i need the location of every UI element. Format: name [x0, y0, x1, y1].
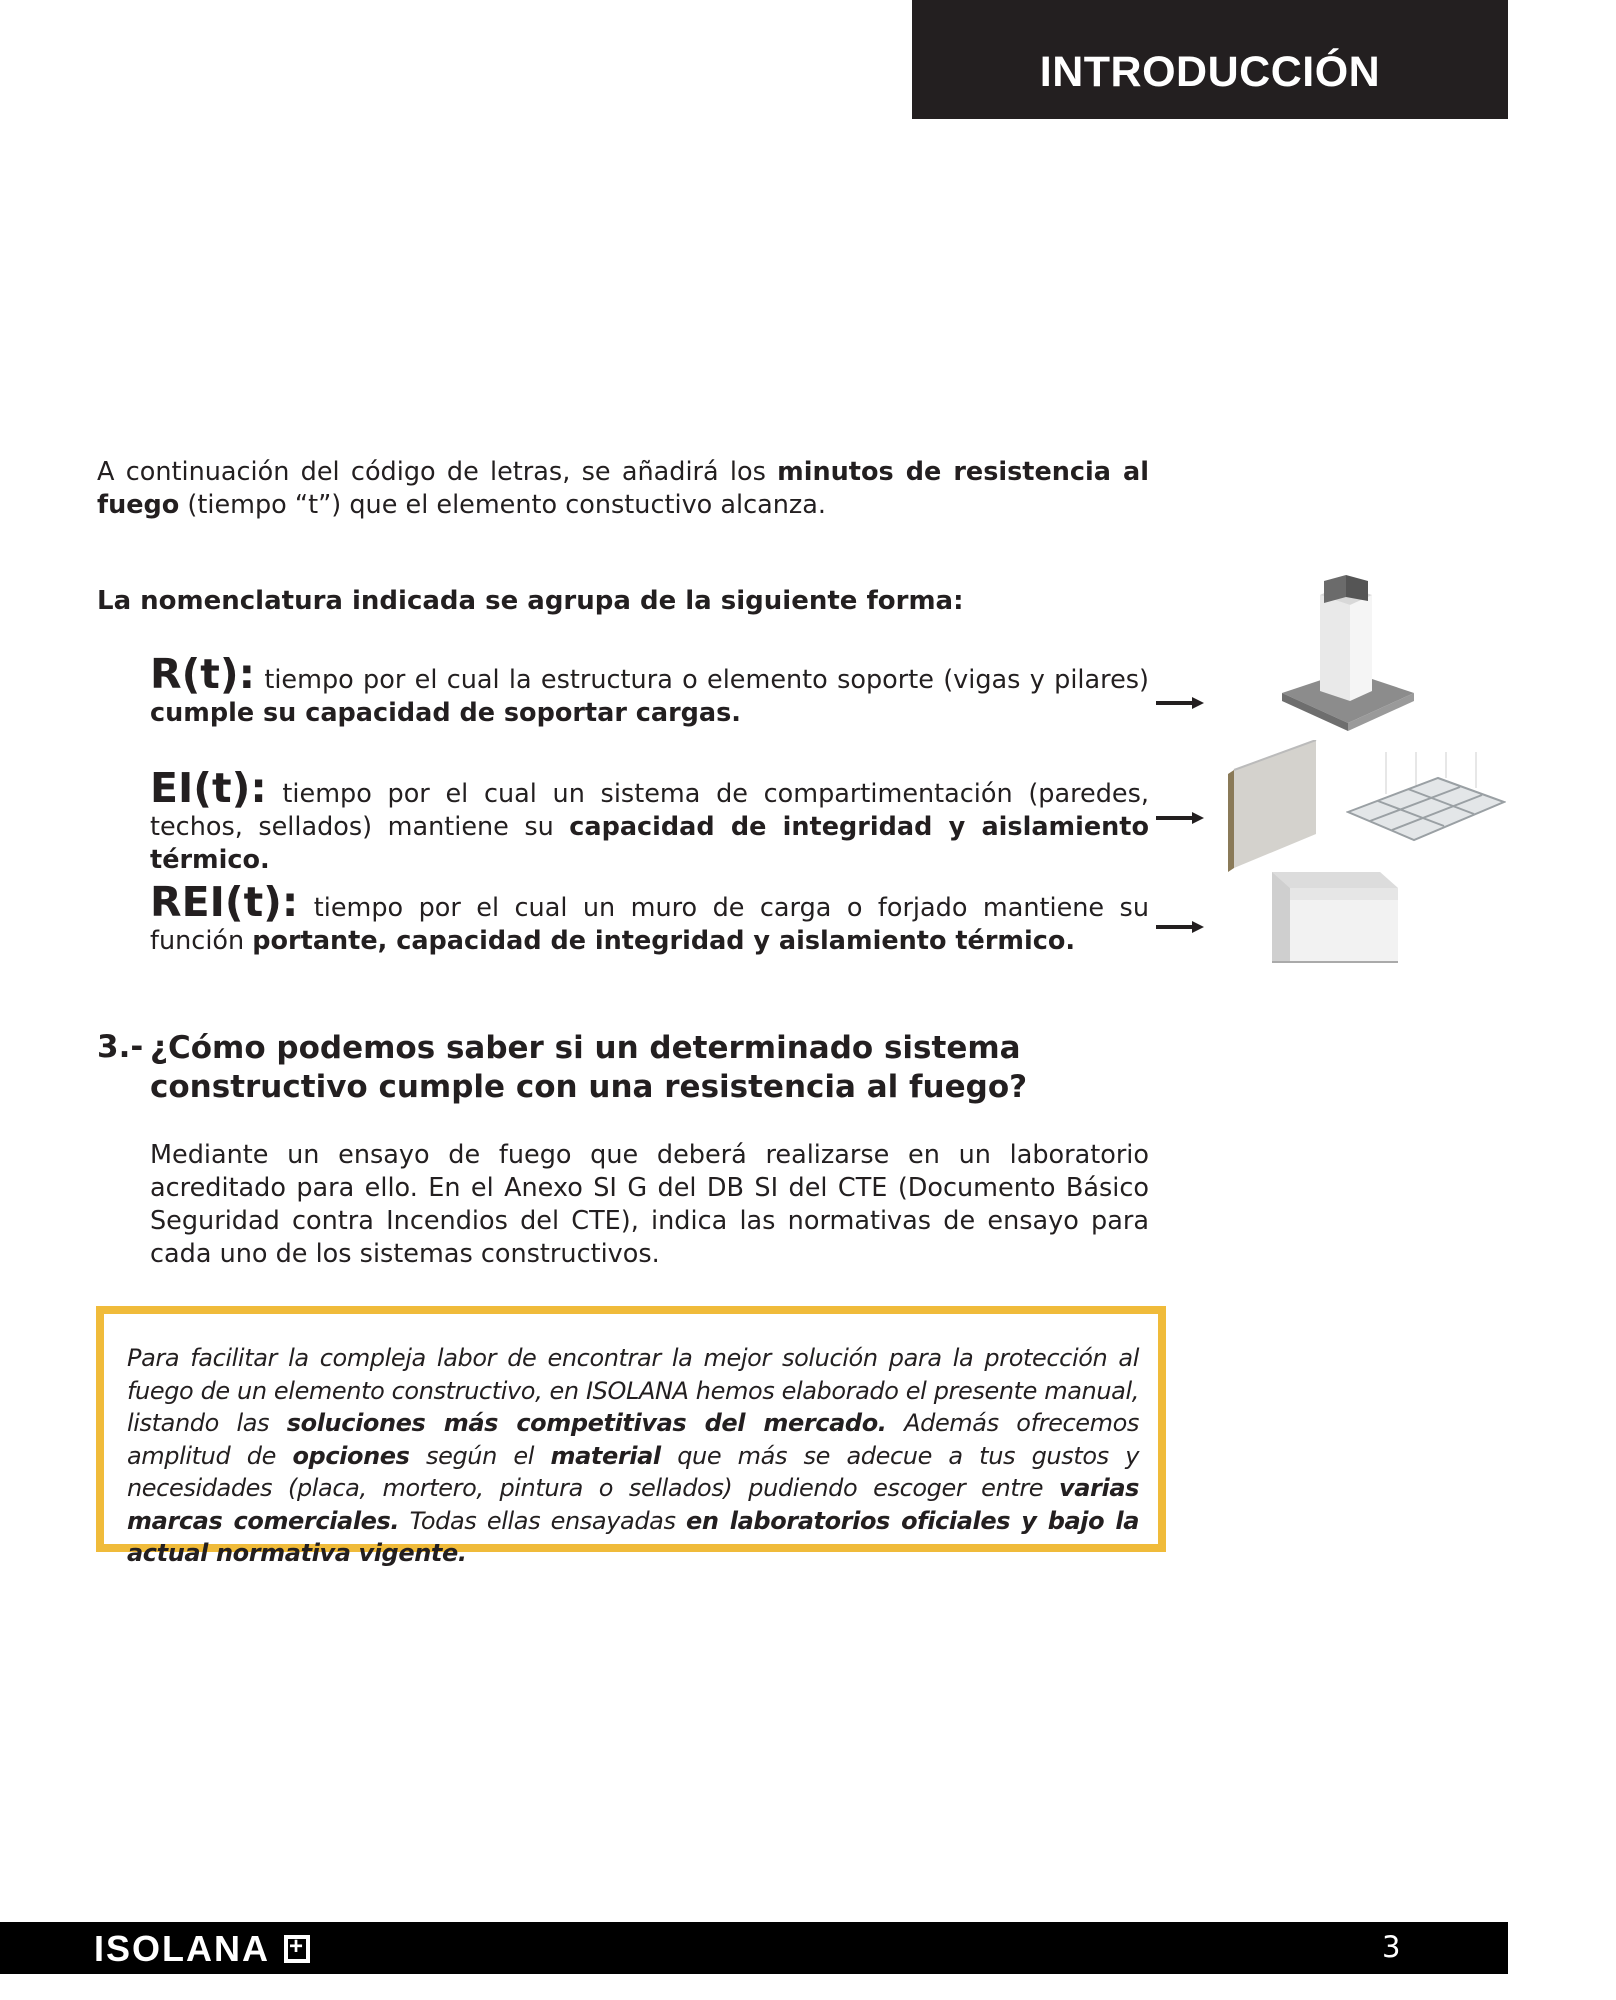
callout-span: Además ofrecemos amplitud de: [127, 1409, 1139, 1470]
wall-illustration: [1226, 740, 1318, 876]
callout-span: que más se adecue a tus gustos y necesidades (placa, mortero, pintura o sellados) pudiendo escoger entre: [127, 1441, 1139, 1502]
callout-bold: soluciones más competitivas del mercado.: [286, 1409, 887, 1437]
question-number: 3.-: [97, 1029, 144, 1065]
callout-text: [127, 1342, 1139, 1570]
term-rei: [150, 878, 1149, 958]
term-code: R(t):: [150, 650, 256, 698]
logo-text: ISOLANA: [94, 1928, 270, 1969]
callout-bold: en laboratorios oficiales y bajo la actual normativa vigente.: [127, 1506, 1139, 1567]
arrow-right-icon: [1156, 920, 1204, 934]
intro-text-end: (tiempo “t”) que el elemento constuctivo alcanza.: [179, 490, 827, 520]
term-text: tiempo por el cual un sistema de compartimentación (paredes, techos, sellados) mantiene su: [150, 779, 1149, 842]
intro-bold: minutos de resistencia al fuego: [97, 457, 1149, 520]
isolana-logo: [94, 1928, 310, 1970]
callout-span: Para facilitar la compleja labor de encontrar la mejor solución para la protección al fuego de un elemento constructivo, en ISOLANA hemos elaborado el presente manual, listando las: [127, 1344, 1139, 1437]
term-r: [150, 650, 1149, 730]
group-heading: La nomenclatura indicada se agrupa de la siguiente forma:: [97, 586, 964, 616]
term-text: tiempo por el cual la estructura o elemento soporte (vigas y pilares): [255, 665, 1149, 695]
term-bold: portante, capacidad de integridad y aislamiento térmico.: [252, 926, 1076, 956]
arrow-right-icon: [1156, 811, 1204, 825]
slab-illustration: [1270, 866, 1400, 966]
question-heading: ¿Cómo podemos saber si un determinado sistema constructivo cumple con una resistencia al fuego?: [150, 1030, 1028, 1105]
logo-mark-icon: [284, 1935, 310, 1963]
page-footer: [0, 1922, 1508, 1974]
intro-paragraph: [97, 456, 1149, 522]
section-header: [912, 0, 1508, 119]
callout-bold: material: [550, 1441, 661, 1470]
arrow-right-icon: [1156, 696, 1204, 710]
page-number: 3: [1382, 1930, 1401, 1964]
term-code: REI(t):: [150, 878, 299, 926]
callout-bold: opciones: [292, 1441, 410, 1470]
ceiling-illustration: [1346, 752, 1506, 852]
intro-text: A continuación del código de letras, se añadirá los: [97, 457, 778, 487]
term-ei: [150, 764, 1149, 877]
callout-span: Todas ellas ensayadas: [399, 1506, 687, 1535]
callout-span: según el: [409, 1441, 551, 1470]
column-illustration: [1280, 575, 1416, 735]
section-title: INTRODUCCIÓN: [1039, 48, 1381, 96]
term-text: tiempo por el cual un muro de carga o forjado mantiene su función: [150, 893, 1149, 956]
term-bold: capacidad de integridad y aislamiento térmico.: [150, 812, 1149, 875]
callout-box: [96, 1306, 1166, 1567]
term-bold: cumple su capacidad de soportar cargas.: [150, 698, 741, 728]
term-code: EI(t):: [150, 764, 267, 812]
callout-bold: varias marcas comerciales.: [127, 1474, 1139, 1535]
answer-paragraph: Mediante un ensayo de fuego que deberá realizarse en un laboratorio acreditado para ello. En el Anexo SI G del DB SI del CTE (Documento Básico Seguridad contra Incendios del CTE), indica las normativas de ensayo para cada uno de los sistemas constructivos.: [150, 1140, 1149, 1269]
